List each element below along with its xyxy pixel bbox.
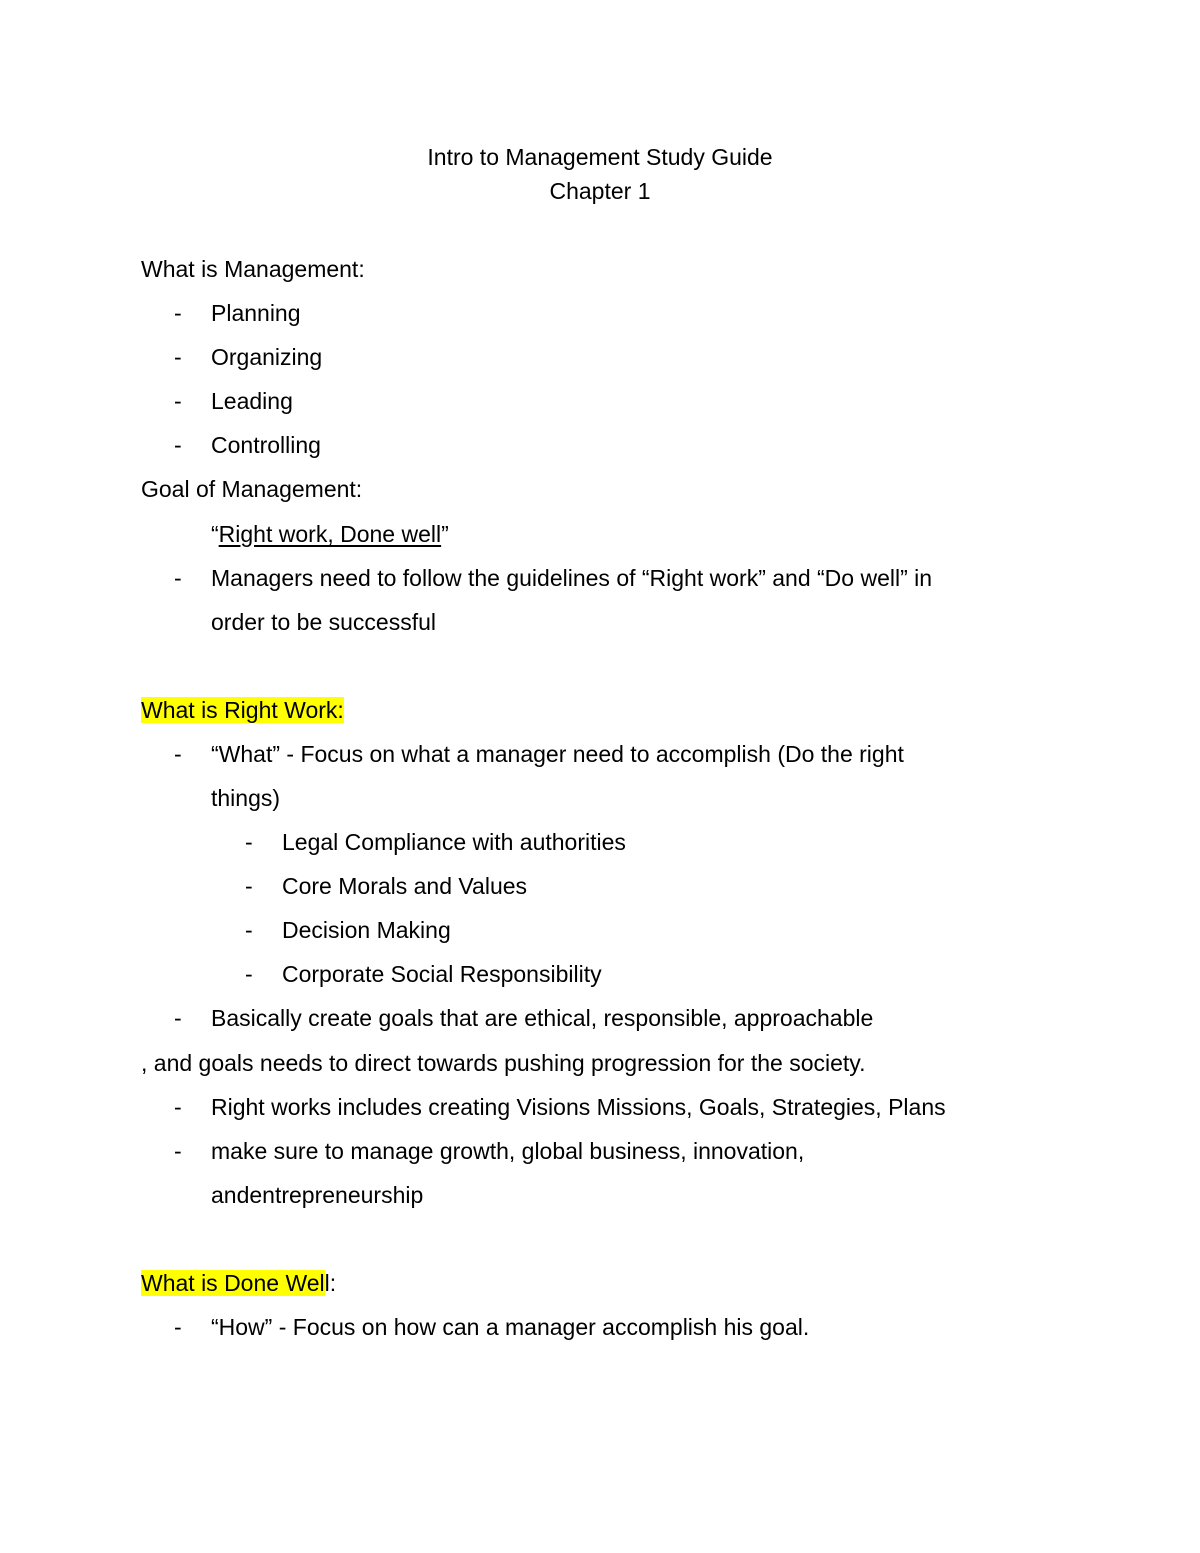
quote-open: “ [211,521,219,547]
right-work-bullet-4-line-2: andentrepreneurship [211,1182,424,1208]
bullet-dash: - [174,565,182,591]
bullet-dash: - [174,432,182,458]
goal-quote [211,520,449,548]
bullet-dash: - [174,1138,182,1164]
bullet-dash: - [174,1094,182,1120]
done-well-bullet-1: “How” - Focus on how can a manager accomplish his goal. [211,1314,810,1340]
sub-item-legal-compliance: Legal Compliance with authorities [282,829,626,855]
right-work-continuation: , and goals needs to direct towards pushing progression for the society. [141,1050,866,1076]
list-item-leading: Leading [211,388,293,414]
heading-what-is-management: What is Management: [141,256,365,282]
bullet-dash: - [174,1314,182,1340]
right-work-bullet-4-line-1: make sure to manage growth, global business, innovation, [211,1138,805,1164]
bullet-dash: - [174,388,182,414]
right-work-bullet-2: Basically create goals that are ethical, responsible, approachable [211,1005,874,1031]
heading-goal-of-management: Goal of Management: [141,476,363,502]
bullet-dash: - [174,741,182,767]
bullet-dash: - [245,873,253,899]
document-title: Intro to Management Study Guide [427,144,773,170]
bullet-dash: - [174,1005,182,1031]
quote-close: ” [441,521,449,547]
heading-rest: l: [324,1270,337,1296]
sub-item-core-morals: Core Morals and Values [282,873,528,899]
right-work-bullet-3: Right works includes creating Visions Missions, Goals, Strategies, Plans [211,1094,946,1120]
chapter-label: Chapter 1 [549,178,651,204]
bullet-dash: - [174,300,182,326]
bullet-dash: - [245,917,253,943]
right-work-bullet-1-line-1: “What” - Focus on what a manager need to accomplish (Do the right [211,741,904,767]
goal-bullet-line-1: Managers need to follow the guidelines of “Right work” and “Do well” in [211,565,933,591]
heading-what-is-done-well [141,1269,336,1297]
right-work-bullet-1-line-2: things) [211,785,281,811]
sub-item-decision-making: Decision Making [282,917,451,943]
bullet-dash: - [174,344,182,370]
list-item-controlling: Controlling [211,432,321,458]
goal-quote-text: Right work, Done well [218,521,442,547]
goal-bullet-line-2: order to be successful [211,609,437,635]
heading-what-is-right-work [141,696,344,724]
bullet-dash: - [245,961,253,987]
sub-item-csr: Corporate Social Responsibility [282,961,602,987]
highlighted-heading: What is Done Wel [141,1270,325,1296]
list-item-planning: Planning [211,300,301,326]
list-item-organizing: Organizing [211,344,323,370]
bullet-dash: - [245,829,253,855]
highlighted-heading: What is Right Work: [141,697,344,723]
